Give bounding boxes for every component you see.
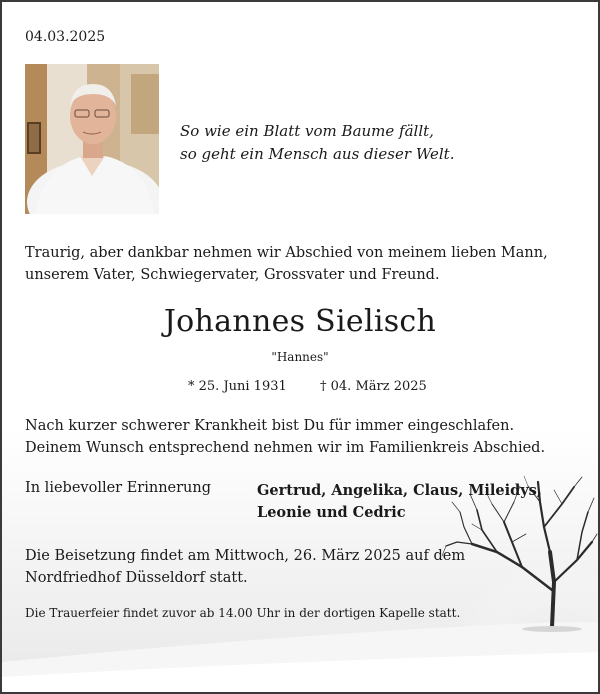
quote-line-1: So wie ein Blatt vom Baume fällt,	[180, 122, 434, 140]
birth-date: * 25. Juni 1931	[188, 379, 287, 394]
service-info: Die Trauerfeier findet zuvor ab 14.00 Uhr in der dortigen Kapelle statt.	[25, 606, 461, 620]
quote-line-2: so geht ein Mensch aus dieser Welt.	[180, 145, 455, 163]
intro-text: Traurig, aber dankbar nehmen wir Abschied von meinem lieben Mann, unserem Vater, Schwiegervater, Grossvater und Freund.	[25, 245, 548, 283]
deceased-name: Johannes Sielisch	[163, 304, 437, 339]
deceased-nickname: "Hannes"	[271, 350, 329, 364]
family-names: Gertrud, Angelika, Claus, Mileidys, Leonie und Cedric	[257, 482, 542, 521]
burial-info: Die Beisetzung findet am Mittwoch, 26. März 2025 auf dem Nordfriedhof Düsseldorf statt.	[25, 548, 466, 586]
farewell-notice: Nach kurzer schwerer Krankheit bist Du für immer eingeschlafen. Deinem Wunsch entsprechend nehmen wir im Familienkreis Abschied.	[25, 418, 546, 456]
publication-date: 04.03.2025	[25, 29, 106, 45]
death-date: † 04. März 2025	[320, 379, 427, 394]
memory-label: In liebevoller Erinnerung	[25, 480, 212, 496]
portrait-photo	[25, 64, 159, 214]
memorial-quote	[180, 120, 454, 166]
